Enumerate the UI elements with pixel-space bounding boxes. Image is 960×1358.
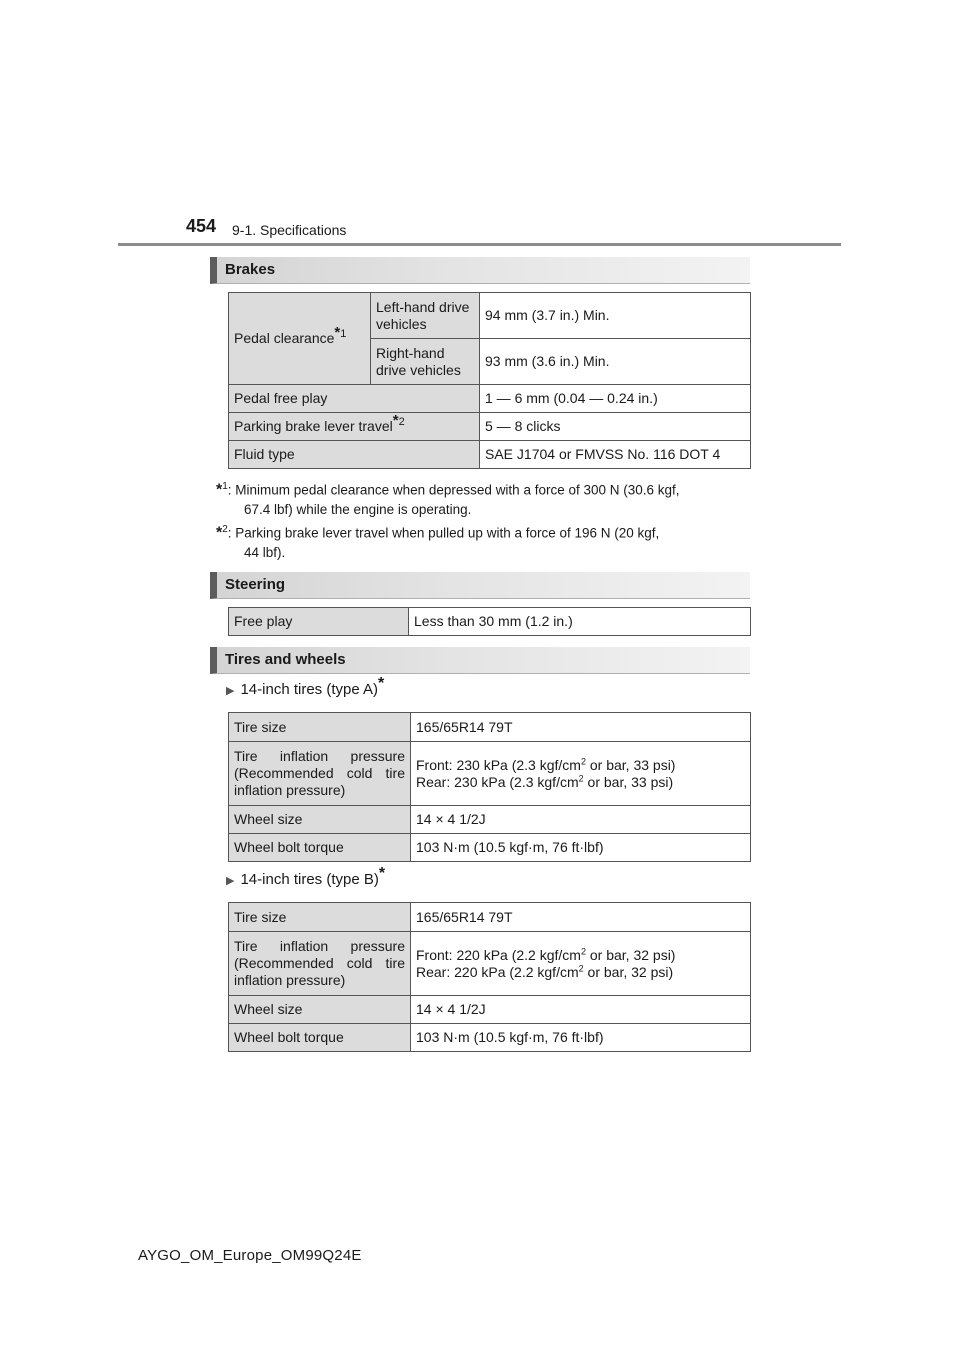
table-row bbox=[229, 385, 751, 413]
table-row bbox=[229, 413, 751, 441]
type-b-heading: ▶ 14-inch tires (type B)* bbox=[226, 865, 386, 888]
wheel-bolt-torque-value: 103 N·m (10.5 kgf·m, 76 ft·lbf) bbox=[411, 834, 751, 862]
wheel-bolt-torque-label: Wheel bolt torque bbox=[229, 834, 411, 862]
table-row bbox=[229, 1024, 751, 1052]
tire-size-value: 165/65R14 79T bbox=[411, 713, 751, 742]
steering-heading-text: Steering bbox=[225, 576, 286, 593]
fluid-type-label: Fluid type bbox=[229, 441, 480, 469]
table-row bbox=[229, 441, 751, 469]
rhd-label: Right-hand drive vehicles bbox=[371, 339, 480, 385]
triangle-bullet-icon: ▶ bbox=[226, 875, 235, 887]
rhd-value: 93 mm (3.6 in.) Min. bbox=[480, 339, 751, 385]
free-play-label: Free play bbox=[229, 608, 409, 636]
steering-heading bbox=[210, 572, 750, 599]
table-row bbox=[229, 903, 751, 932]
page-number: 454 bbox=[186, 216, 217, 236]
table-row bbox=[229, 713, 751, 742]
steering-table bbox=[228, 607, 751, 636]
document-code: AYGO_OM_Europe_OM99Q24E bbox=[138, 1247, 362, 1264]
inflation-pressure-value: Front: 220 kPa (2.2 kgf/$cm^2$ or bar, 32 psi) Rear: 220 kPa (2.2 kgf/$cm^2$ or bar, 32 psi) bbox=[411, 932, 751, 996]
tires-heading-text: Tires and wheels bbox=[225, 651, 346, 668]
parking-brake-value: 5 — 8 clicks bbox=[480, 413, 751, 441]
pedal-clearance-label: Pedal clearance$^{*1}$ bbox=[229, 293, 371, 385]
free-play-value: Less than 30 mm (1.2 in.) bbox=[409, 608, 751, 636]
table-row bbox=[229, 806, 751, 834]
tire-size-label: Tire size bbox=[229, 713, 411, 742]
tire-size-value: 165/65R14 79T bbox=[411, 903, 751, 932]
tire-size-label: Tire size bbox=[229, 903, 411, 932]
triangle-bullet-icon: ▶ bbox=[226, 685, 235, 697]
header-rule bbox=[118, 243, 841, 246]
tires-heading bbox=[210, 647, 750, 674]
tires-type-b-table bbox=[228, 902, 751, 1052]
lhd-value: 94 mm (3.7 in.) Min. bbox=[480, 293, 751, 339]
lhd-label: Left-hand drive vehicles bbox=[371, 293, 480, 339]
fluid-type-value: SAE J1704 or FMVSS No. 116 DOT 4 bbox=[480, 441, 751, 469]
table-row bbox=[229, 293, 751, 339]
tires-type-a-table bbox=[228, 712, 751, 862]
type-a-heading: ▶ 14-inch tires (type A)* bbox=[226, 675, 385, 698]
inflation-pressure-label: Tire inflation pressure (Recommended cold tire inflation pressure) bbox=[229, 932, 411, 996]
wheel-size-value: 14 × 4 1/2J bbox=[411, 806, 751, 834]
footnote-1: *$^1$: Minimum pedal clearance when depressed with a force of 300 N (30.6 kgf, 67.4 lbf) while the engine is operating. bbox=[216, 481, 680, 517]
parking-brake-label: Parking brake lever travel$^{*2}$ bbox=[229, 413, 480, 441]
brakes-table bbox=[228, 292, 751, 469]
pedal-free-play-label: Pedal free play bbox=[229, 385, 480, 413]
wheel-bolt-torque-value: 103 N·m (10.5 kgf·m, 76 ft·lbf) bbox=[411, 1024, 751, 1052]
wheel-size-label: Wheel size bbox=[229, 996, 411, 1024]
table-row bbox=[229, 742, 751, 806]
brakes-heading bbox=[210, 257, 750, 284]
inflation-pressure-label: Tire inflation pressure (Recommended cold tire inflation pressure) bbox=[229, 742, 411, 806]
table-row bbox=[229, 932, 751, 996]
section-title: 9-1. Specifications bbox=[232, 222, 347, 238]
wheel-size-value: 14 × 4 1/2J bbox=[411, 996, 751, 1024]
brakes-heading-text: Brakes bbox=[225, 261, 276, 278]
inflation-pressure-value: Front: 230 kPa (2.3 kgf/$cm^2$ or bar, 33 psi) Rear: 230 kPa (2.3 kgf/$cm^2$ or bar, 33 psi) bbox=[411, 742, 751, 806]
table-row bbox=[229, 608, 751, 636]
wheel-bolt-torque-label: Wheel bolt torque bbox=[229, 1024, 411, 1052]
wheel-size-label: Wheel size bbox=[229, 806, 411, 834]
table-row bbox=[229, 834, 751, 862]
pedal-free-play-value: 1 — 6 mm (0.04 — 0.24 in.) bbox=[480, 385, 751, 413]
footnote-2: *$^2$: Parking brake lever travel when pulled up with a force of 196 N (20 kgf, 44 lbf). bbox=[216, 524, 660, 560]
table-row bbox=[229, 996, 751, 1024]
